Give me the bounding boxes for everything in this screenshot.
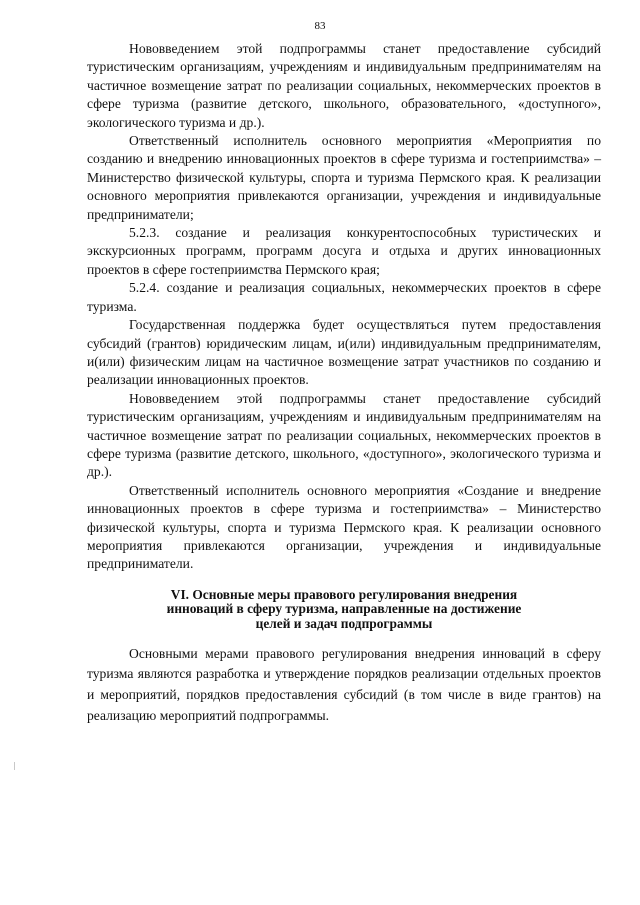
closing-paragraph: Основными мерами правового регулирования внедрения инноваций в сферу туризма являются разработка и утверждение порядков реализации отдельных проектов и мероприятий, порядков предоставления субсидий (в том числе в виде грантов) на реализацию мероприятий подпрограммы. [87, 645, 601, 723]
paragraph-2: Ответственный исполнитель основного мероприятия «Мероприятия по созданию и внедрению инновационных проектов в сфере туризма и гостеприимства» – Министерство физической культуры, спорта и туризма Пермского края. К реализации основного мероприятия привлекаются организации, учреждения и индивидуальные предприниматели; [87, 133, 601, 222]
section-heading-line-3: целей и задач подпрограммы [255, 615, 433, 631]
margin-scan-mark [14, 762, 15, 770]
section-heading [87, 588, 601, 632]
document-body [87, 40, 601, 727]
paragraph-6: Нововведением этой подпрограммы станет предоставление субсидий туристическим организациям, учреждениям и индивидуальным предпринимателям на частичное возмещение затрат по реализации социальных, некоммерческих проектов в сфере туризма (развитие детского, школьного, «доступного», экологического туризма и др.). [87, 390, 601, 480]
section-heading-line-2: инноваций в сферу туризма, направленные на достижение [166, 601, 522, 617]
paragraph-7: Ответственный исполнитель основного мероприятия «Создание и внедрение инновационных проектов в сфере туризма и гостеприимства» – Министерство физической культуры, спорта и туризма Пермского края. К реализации основного мероприятия привлекаются организации, учреждения и индивидуальные предприниматели. [87, 482, 601, 572]
paragraph-1: Нововведением этой подпрограммы станет предоставление субсидий туристическим организациям, учреждениям и индивидуальным предпринимателям на частичное возмещение затрат по реализации социальных, некоммерческих проектов в сфере туризма (развитие детского, школьного, образовательного, «доступного», экологического туризма и др.). [87, 41, 601, 130]
paragraph-4: 5.2.4. создание и реализация социальных, некоммерческих проектов в сфере туризма. [87, 280, 601, 314]
page-number: 83 [314, 20, 326, 32]
section-heading-line-1: VI. Основные меры правового регулирования внедрения [170, 586, 518, 602]
paragraph-3: 5.2.3. создание и реализация конкурентоспособных туристических и экскурсионных программ, программ досуга и отдыха и других инновационных проектов в сфере гостеприимства Пермского края; [87, 225, 601, 277]
paragraph-5: Государственная поддержка будет осуществляться путем предоставления субсидий (грантов) юридическим лицам, и(или) индивидуальным предпринимателям, и(или) физическим лицам на частичное возмещение затрат участников по созданию и реализации инновационных проектов. [87, 317, 601, 388]
section-body [87, 644, 601, 727]
